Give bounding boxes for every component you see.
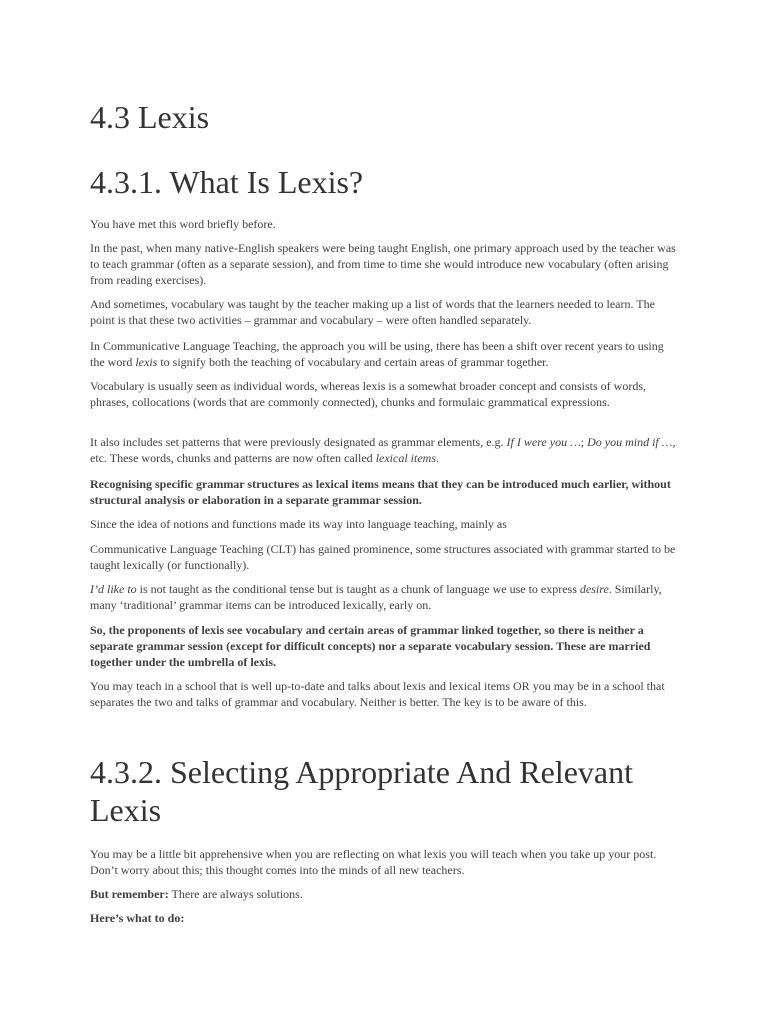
- paragraph-text: It also includes set patterns that were previously designated as grammar elements, e.g.: [90, 435, 507, 449]
- paragraph-text: In the past, when many native-English speakers were being taught English, one primary approach used by the teacher was to teach grammar (often as a separate session), and from time to time she would introduce new vocabulary (often arising from reading exercises).: [90, 241, 676, 287]
- subsection-heading-what-is-lexis: 4.3.1. What Is Lexis?: [90, 164, 364, 200]
- paragraph-text: You may teach in a school that is well up-to-date and talks about lexis and lexical items OR you may be in a school that separates the two and talks of grammar and vocabulary. Neither is better. The key is to be aware of this.: [90, 679, 665, 709]
- bold-statement: Recognising specific grammar structures as lexical items means that they can be introduced much earlier, without structural analysis or elaboration in a separate grammar session.: [90, 477, 671, 507]
- bold-label: Here’s what to do:: [90, 911, 185, 925]
- paragraph-school-types: [90, 678, 680, 710]
- paragraph-text: to signify both the teaching of vocabulary and certain areas of grammar together.: [157, 355, 549, 369]
- paragraph-set-patterns: [90, 434, 680, 466]
- paragraph-proponents: [90, 622, 680, 670]
- paragraph-text: And sometimes, vocabulary was taught by the teacher making up a list of words that the learners needed to learn. The point is that these two activities – grammar and vocabulary – were often handled separately.: [90, 297, 655, 327]
- section-heading: 4.3 Lexis: [90, 99, 210, 135]
- paragraph-text: Since the idea of notions and functions made its way into language teaching, mainly as: [90, 517, 507, 531]
- emphasis-lexis: lexis: [135, 355, 158, 369]
- paragraph-clt-shift: [90, 338, 680, 370]
- paragraph-text: ;: [580, 435, 588, 449]
- paragraph-intro: [90, 216, 680, 232]
- paragraph-text: You have met this word briefly before.: [90, 217, 276, 231]
- paragraph-text: You may be a little bit apprehensive when you are reflecting on what lexis you will teach when you take up your post. Don’t worry about this; this thought comes into the minds of all new teachers.: [90, 847, 657, 877]
- paragraph-heres-what-to-do: [90, 910, 680, 926]
- paragraph-text: . Similarly, many ‘traditional’ grammar items can be introduced lexically, early on.: [90, 582, 662, 612]
- paragraph-text: is not taught as the conditional tense but is taught as a chunk of language we use to express: [136, 582, 580, 596]
- example-phrase: If I were you …: [506, 435, 581, 449]
- paragraph-clt-prominence: [90, 541, 680, 573]
- paragraph-text: Communicative Language Teaching (CLT) has gained prominence, some structures associated with grammar started to be taught lexically (or functionally).: [90, 542, 676, 572]
- paragraph-remember: [90, 886, 680, 902]
- paragraph-text: In Communicative Language Teaching, the approach you will be using, there has been a shift over recent years to using the word: [90, 339, 664, 369]
- paragraph-text: Vocabulary is usually seen as individual words, whereas lexis is a somewhat broader concept and consists of words, phrases, collocations (words that are commonly connected), chunks and formulaic grammatical expressions.: [90, 379, 646, 409]
- paragraph-text: , etc. These words, chunks and patterns are now often called: [90, 435, 676, 465]
- paragraph-past-approach: [90, 240, 680, 288]
- bold-statement: So, the proponents of lexis see vocabulary and certain areas of grammar linked together, so there is neither a separate grammar session (except for difficult concepts) nor a separate vocabulary session. These are married together under the umbrella of lexis.: [90, 623, 651, 669]
- example-phrase: I’d like to: [90, 582, 137, 596]
- paragraph-vocabulary-list: [90, 296, 680, 328]
- paragraph-text: .: [436, 451, 439, 465]
- emphasis-desire: desire: [579, 582, 609, 596]
- paragraph-notions-functions: [90, 516, 680, 532]
- paragraph-apprehensive: [90, 846, 680, 878]
- subsection-heading-selecting-lexis: 4.3.2. Selecting Appropriate And Relevant Lexis: [90, 754, 633, 828]
- paragraph-text: There are always solutions.: [168, 887, 303, 901]
- bold-label: But remember:: [90, 887, 169, 901]
- example-phrase: Do you mind if …: [587, 435, 673, 449]
- paragraph-vocabulary-vs-lexis: [90, 378, 680, 410]
- paragraph-recognising-structures: [90, 476, 680, 508]
- paragraph-id-like-to: [90, 581, 680, 613]
- emphasis-lexical-items: lexical items: [375, 451, 436, 465]
